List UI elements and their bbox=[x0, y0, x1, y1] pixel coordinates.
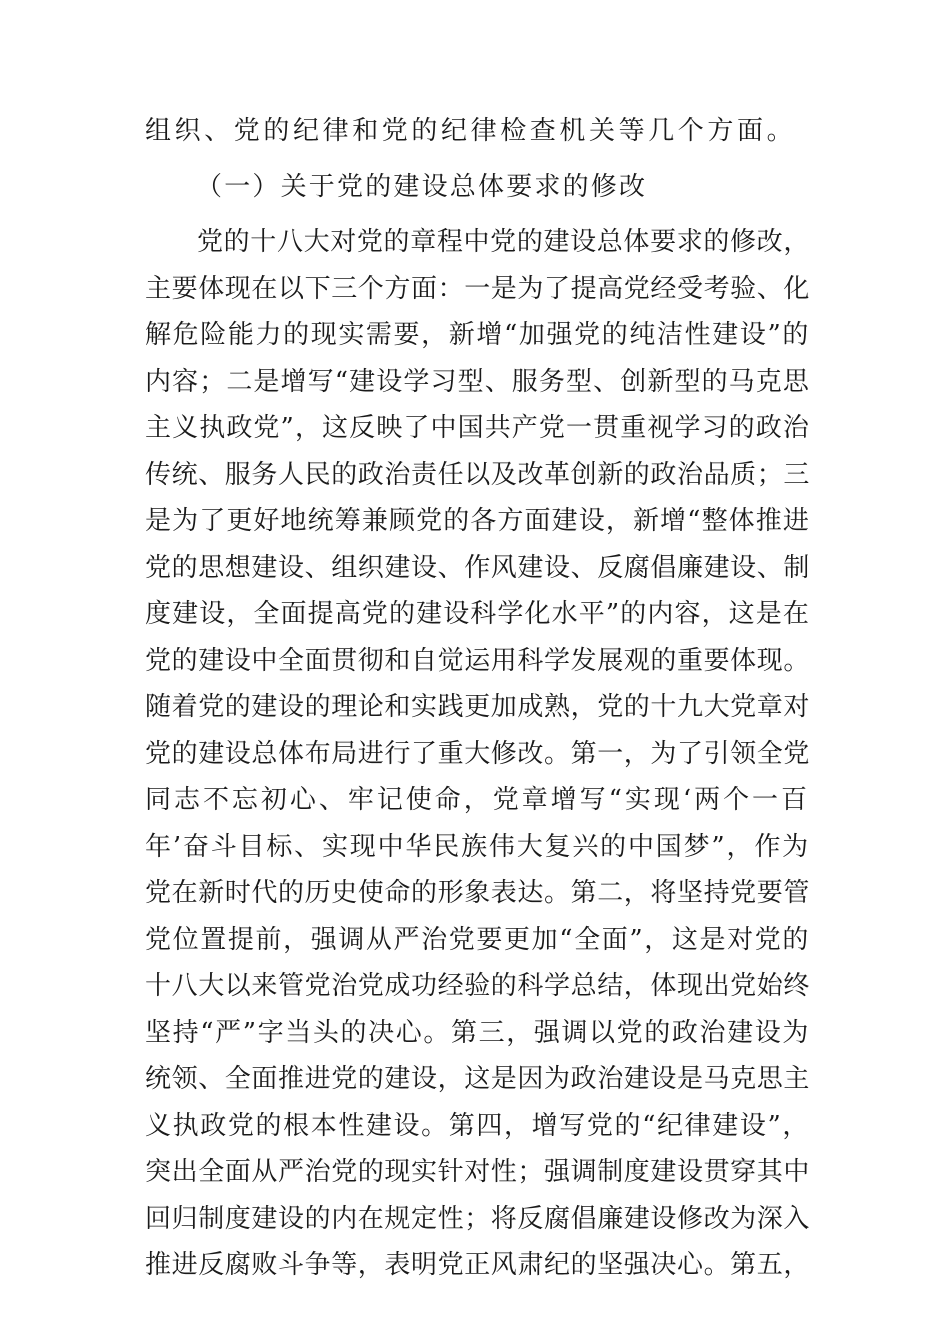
body-paragraph bbox=[145, 219, 810, 1289]
paragraph-line: 统领、全面推进党的建设，这是因为政治建设是马克思主 bbox=[145, 1064, 810, 1094]
paragraph-line: 党在新时代的历史使命的形象表达。第二，将坚持党要管 bbox=[145, 878, 810, 908]
paragraph-line: 随着党的建设的理论和实践更加成熟，党的十九大党章对 bbox=[145, 692, 810, 722]
paragraph-line: 义执政党的根本性建设。第四，增写党的“纪律建设”， bbox=[145, 1110, 810, 1141]
paragraph-line: 同志不忘初心、牢记使命，党章增写“实现‘两个一百 bbox=[145, 785, 810, 815]
paragraph-line: 坚持“严”字当头的决心。第三，强调以党的政治建设为 bbox=[145, 1017, 810, 1048]
paragraph-line: 内容；二是增写“建设学习型、服务型、创新型的马克思 bbox=[145, 366, 810, 397]
paragraph-line: 党的十八大对党的章程中党的建设总体要求的修改， bbox=[197, 227, 810, 257]
continuation-line: 组织、党的纪律和党的纪律检查机关等几个方面。 bbox=[145, 116, 797, 146]
paragraph-line: 党的建设中全面贯彻和自觉运用科学发展观的重要体现。 bbox=[145, 645, 810, 676]
paragraph-line: 党的建设总体布局进行了重大修改。第一，为了引领全党 bbox=[145, 738, 810, 769]
paragraph-line: 解危险能力的现实需要，新增“加强党的纯洁性建设”的 bbox=[145, 320, 810, 350]
paragraph-line: 党的思想建设、组织建设、作风建设、反腐倡廉建设、制 bbox=[145, 552, 810, 583]
paragraph-line: 党位置提前，强调从严治党要更加“全面”，这是对党的 bbox=[145, 924, 810, 955]
paragraph-line: 是为了更好地统筹兼顾党的各方面建设，新增“整体推进 bbox=[145, 506, 810, 536]
paragraph-line: 十八大以来管党治党成功经验的科学总结，体现出党始终 bbox=[145, 971, 810, 1001]
paragraph-line: 主义执政党”，这反映了中国共产党一贯重视学习的政治 bbox=[145, 413, 810, 443]
paragraph-line: 推进反腐败斗争等，表明党正风肃纪的坚强决心。第五， bbox=[145, 1250, 810, 1280]
paragraph-line: 回归制度建设的内在规定性；将反腐倡廉建设修改为深入 bbox=[145, 1203, 810, 1234]
paragraph-line: 突出全面从严治党的现实针对性；强调制度建设贯穿其中 bbox=[145, 1157, 810, 1187]
paragraph-line: 度建设，全面提高党的建设科学化水平”的内容，这是在 bbox=[145, 599, 810, 629]
section-heading: （一）关于党的建设总体要求的修改 bbox=[196, 172, 648, 202]
paragraph-line: 主要体现在以下三个方面：一是为了提高党经受考验、化 bbox=[145, 273, 810, 304]
paragraph-line: 年’奋斗目标、实现中华民族伟大复兴的中国梦”，作为 bbox=[145, 831, 810, 862]
paragraph-line: 传统、服务人民的政治责任以及改革创新的政治品质；三 bbox=[145, 459, 810, 490]
